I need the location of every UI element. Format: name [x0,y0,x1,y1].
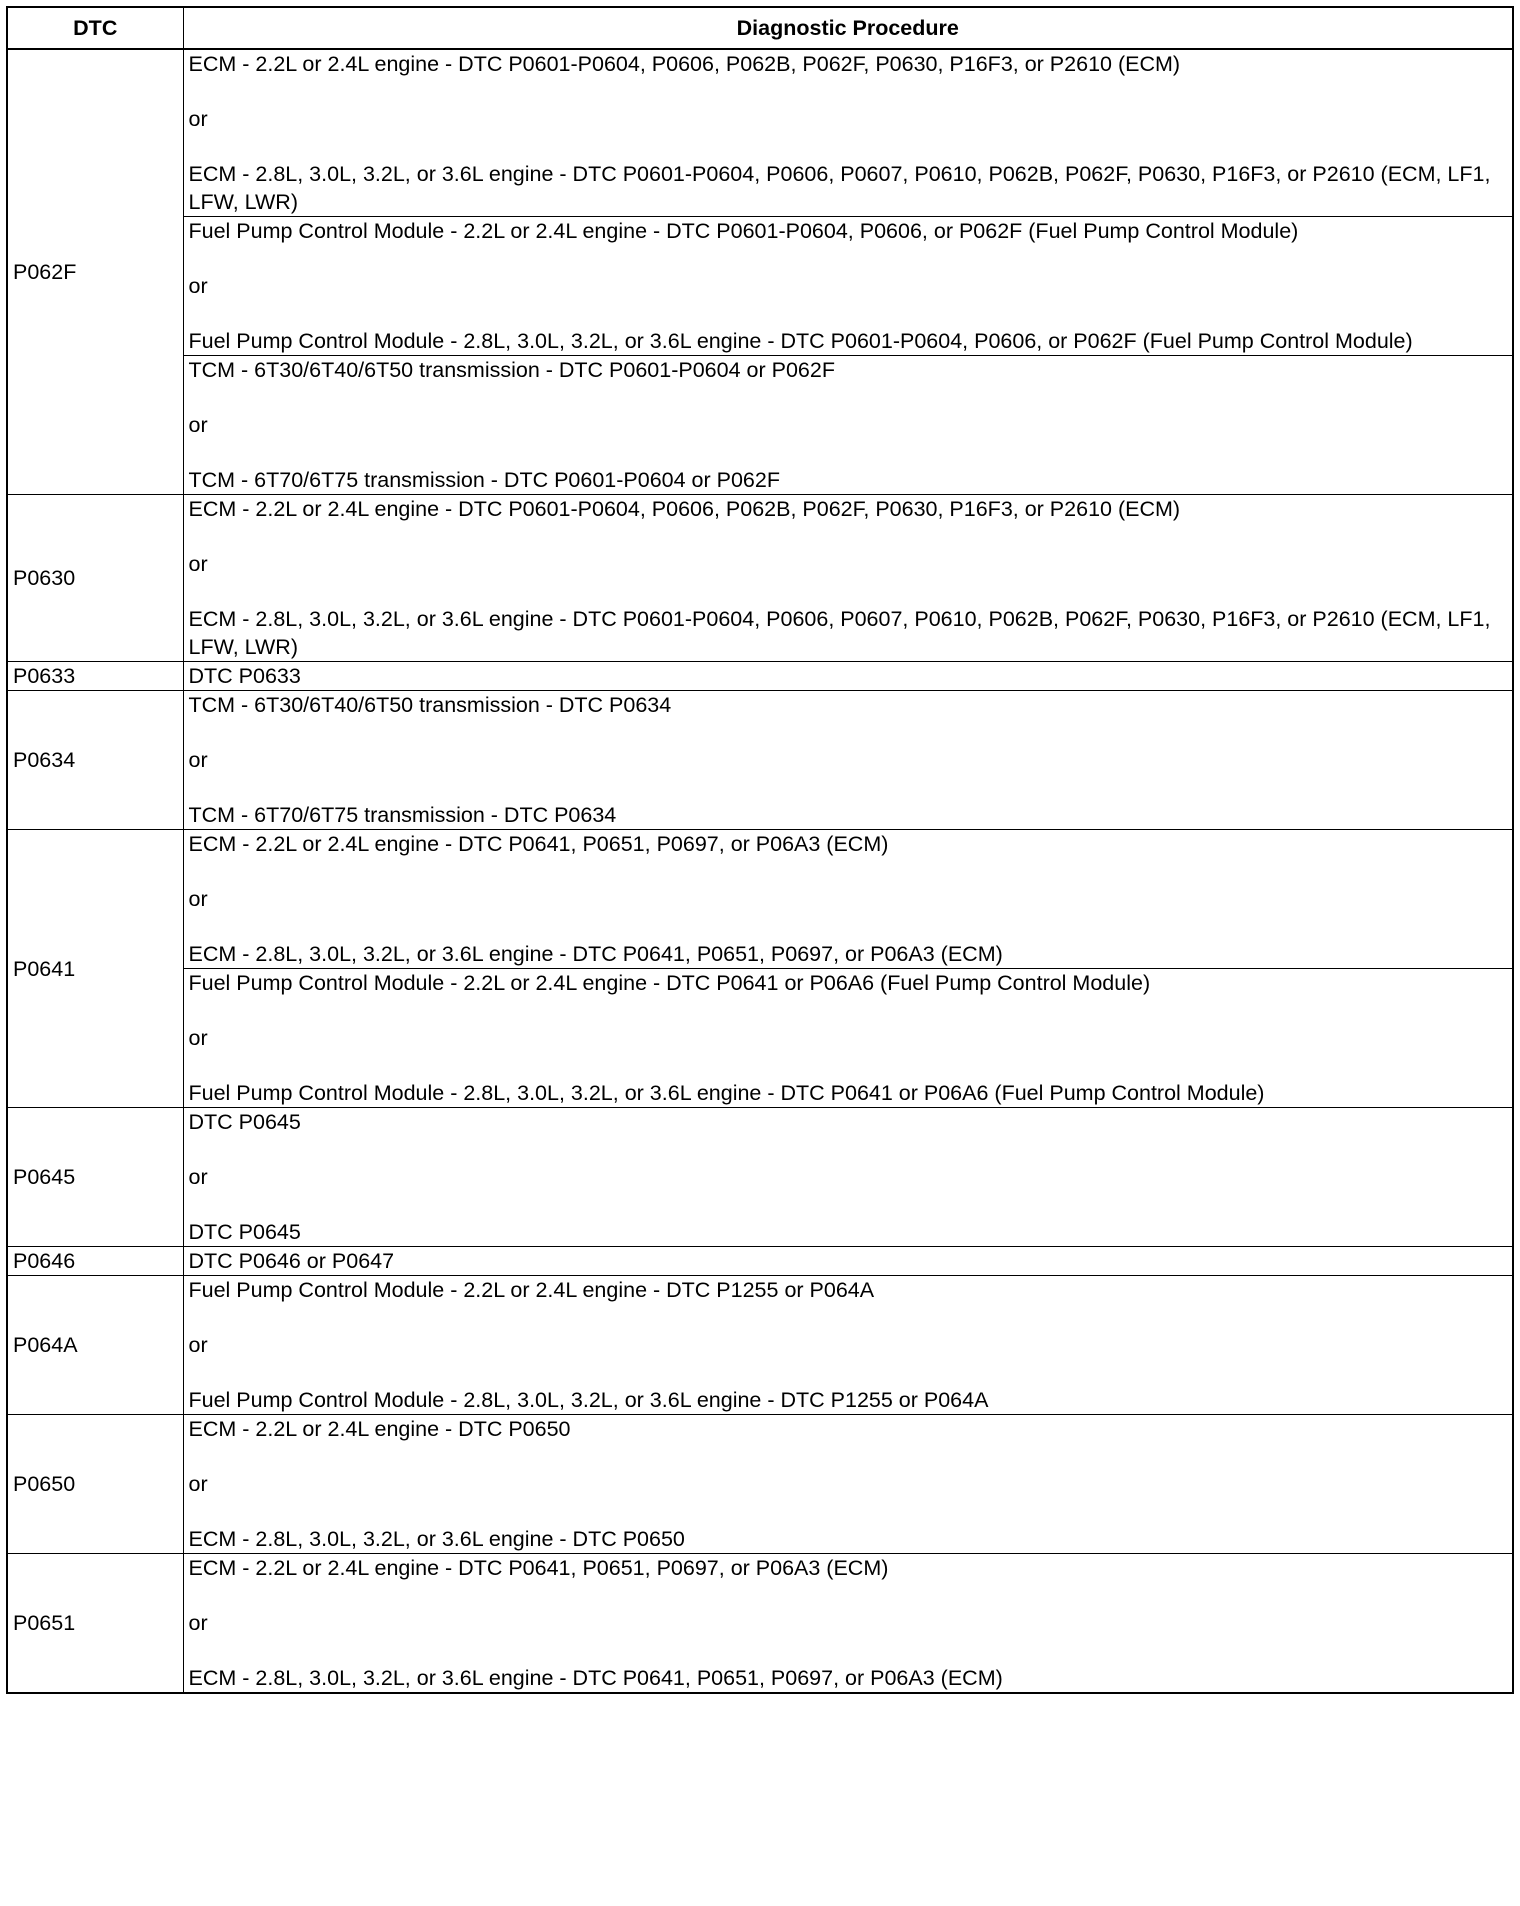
procedure-cell [183,356,1513,495]
table-row [7,1108,1513,1247]
table-row [7,1415,1513,1554]
or-separator: or [188,107,208,131]
procedure-link[interactable]: ECM - 2.2L or 2.4L engine - DTC P0650 [188,1417,571,1441]
procedure-cell [183,969,1513,1108]
table-row [7,356,1513,495]
or-separator: or [188,274,208,298]
or-separator: or [188,413,208,437]
procedure-link[interactable]: ECM - 2.2L or 2.4L engine - DTC P0641, P0651, P0697, or P06A3 (ECM) [188,1556,889,1580]
table-row [7,49,1513,217]
procedure-link[interactable]: Fuel Pump Control Module - 2.8L, 3.0L, 3.2L, or 3.6L engine - DTC P1255 or P064A [188,1388,989,1412]
procedure-link[interactable]: ECM - 2.8L, 3.0L, 3.2L, or 3.6L engine - DTC P0641, P0651, P0697, or P06A3 (ECM) [188,942,1003,966]
table-row [7,969,1513,1108]
dtc-code-cell: P0634 [7,691,183,830]
procedure-link[interactable]: ECM - 2.8L, 3.0L, 3.2L, or 3.6L engine - DTC P0601-P0604, P0606, P0607, P0610, P062B, P062F, P0630, P16F3, or P2610 (ECM, LF1, LFW, LWR) [188,607,1491,659]
procedure-link[interactable]: ECM - 2.2L or 2.4L engine - DTC P0601-P0604, P0606, P062B, P062F, P0630, P16F3, or P2610 (ECM) [188,52,1181,76]
procedure-link[interactable]: Fuel Pump Control Module - 2.2L or 2.4L engine - DTC P1255 or P064A [188,1278,875,1302]
or-separator: or [188,1472,208,1496]
procedure-cell [183,1247,1513,1276]
or-separator: or [188,1611,208,1635]
procedure-cell [183,1554,1513,1694]
procedure-link[interactable]: TCM - 6T30/6T40/6T50 transmission - DTC P0634 [188,693,672,717]
procedure-link[interactable]: Fuel Pump Control Module - 2.8L, 3.0L, 3.2L, or 3.6L engine - DTC P0601-P0604, P0606, or P062F (Fuel Pump Control Module) [188,329,1413,353]
procedure-link[interactable]: ECM - 2.2L or 2.4L engine - DTC P0641, P0651, P0697, or P06A3 (ECM) [188,832,889,856]
dtc-code-cell: P0633 [7,662,183,691]
procedure-cell [183,830,1513,969]
table-row [7,1554,1513,1694]
procedure-link[interactable]: Fuel Pump Control Module - 2.2L or 2.4L engine - DTC P0641 or P06A6 (Fuel Pump Control Module) [188,971,1151,995]
table-body [7,49,1513,1693]
header-row [7,7,1513,49]
table-row [7,691,1513,830]
dtc-code-cell: P0641 [7,830,183,1108]
procedure-link[interactable]: ECM - 2.8L, 3.0L, 3.2L, or 3.6L engine - DTC P0650 [188,1527,685,1551]
procedure-link[interactable]: Fuel Pump Control Module - 2.8L, 3.0L, 3.2L, or 3.6L engine - DTC P0641 or P06A6 (Fuel Pump Control Module) [188,1081,1265,1105]
procedure-link[interactable]: DTC P0645 [188,1110,301,1134]
procedure-link[interactable]: ECM - 2.8L, 3.0L, 3.2L, or 3.6L engine - DTC P0641, P0651, P0697, or P06A3 (ECM) [188,1666,1003,1690]
procedure-link[interactable]: DTC P0645 [188,1220,301,1244]
procedure-cell [183,662,1513,691]
table-row [7,1247,1513,1276]
dtc-code-cell: P0651 [7,1554,183,1694]
procedure-cell [183,495,1513,662]
table-row [7,830,1513,969]
procedure-link[interactable]: Fuel Pump Control Module - 2.2L or 2.4L engine - DTC P0601-P0604, P0606, or P062F (Fuel Pump Control Module) [188,219,1299,243]
procedure-cell [183,691,1513,830]
procedure-column-header: Diagnostic Procedure [183,7,1513,49]
procedure-link[interactable]: ECM - 2.8L, 3.0L, 3.2L, or 3.6L engine - DTC P0601-P0604, P0606, P0607, P0610, P062B, P062F, P0630, P16F3, or P2610 (ECM, LF1, LFW, LWR) [188,162,1491,214]
procedure-link[interactable]: DTC P0633 [188,664,301,688]
dtc-code-cell: P0645 [7,1108,183,1247]
or-separator: or [188,1165,208,1189]
procedure-link[interactable]: TCM - 6T70/6T75 transmission - DTC P0601-P0604 or P062F [188,468,780,492]
procedure-link[interactable]: ECM - 2.2L or 2.4L engine - DTC P0601-P0604, P0606, P062B, P062F, P0630, P16F3, or P2610 (ECM) [188,497,1181,521]
or-separator: or [188,552,208,576]
dtc-code-cell: P064A [7,1276,183,1415]
or-separator: or [188,1026,208,1050]
or-separator: or [188,887,208,911]
dtc-column-header: DTC [7,7,183,49]
procedure-cell [183,1108,1513,1247]
table-row [7,495,1513,662]
dtc-code-cell: P0630 [7,495,183,662]
table-row [7,217,1513,356]
procedure-cell [183,49,1513,217]
table-row [7,1276,1513,1415]
procedure-link[interactable]: DTC P0646 or P0647 [188,1249,395,1273]
procedure-cell [183,217,1513,356]
table-row [7,662,1513,691]
procedure-link[interactable]: TCM - 6T30/6T40/6T50 transmission - DTC P0601-P0604 or P062F [188,358,835,382]
dtc-procedure-table [6,6,1514,1694]
or-separator: or [188,1333,208,1357]
procedure-cell [183,1276,1513,1415]
dtc-code-cell: P0646 [7,1247,183,1276]
dtc-code-cell: P062F [7,49,183,495]
procedure-cell [183,1415,1513,1554]
procedure-link[interactable]: TCM - 6T70/6T75 transmission - DTC P0634 [188,803,617,827]
or-separator: or [188,748,208,772]
dtc-code-cell: P0650 [7,1415,183,1554]
